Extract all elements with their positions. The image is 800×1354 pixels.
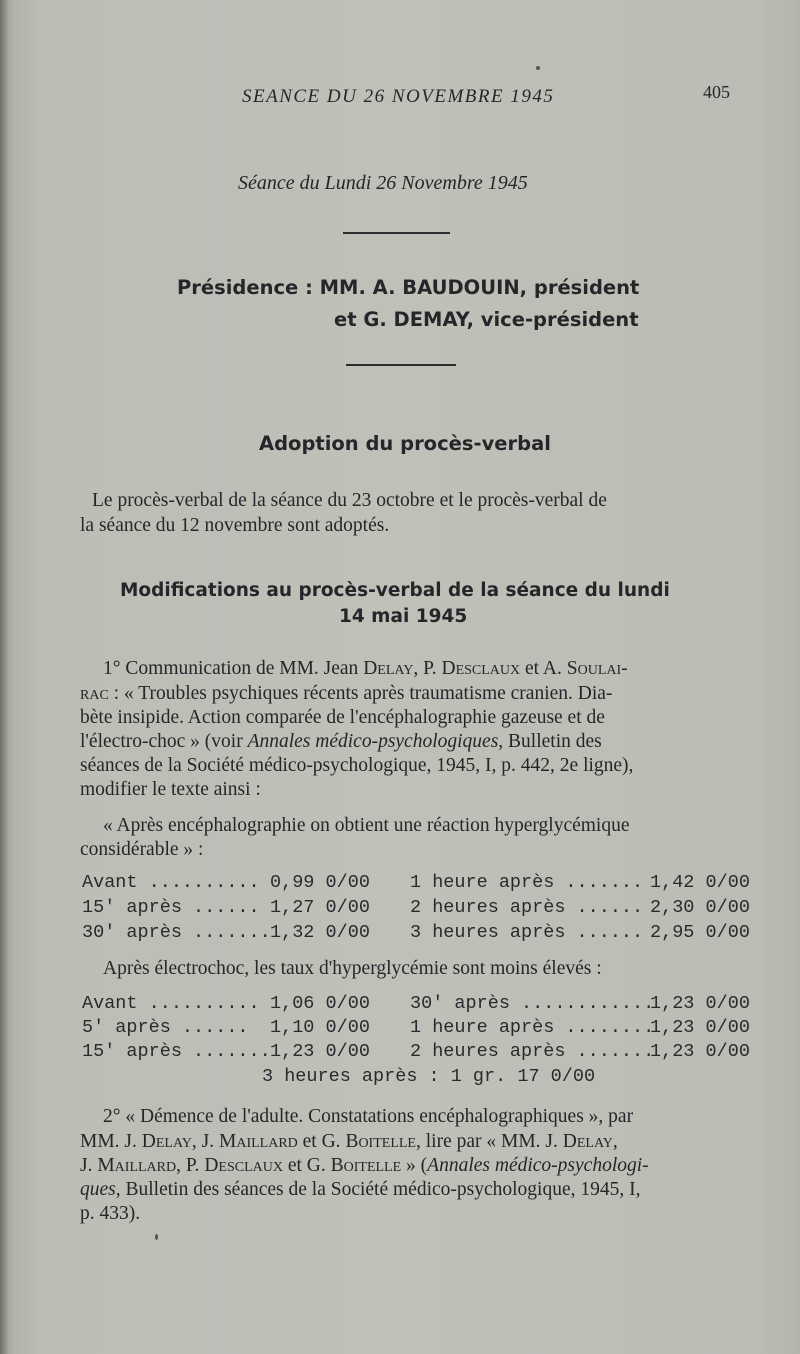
session-title: Séance du Lundi 26 Novembre 1945 bbox=[238, 172, 528, 194]
item1-line-1 bbox=[103, 658, 628, 680]
author-name: Maillard bbox=[97, 1155, 177, 1176]
text: , bbox=[612, 1131, 618, 1152]
presidence-line-2: et G. DEMAY, vice-président bbox=[334, 308, 639, 331]
table-cell: 1,06 0/00 bbox=[270, 993, 370, 1014]
table-cell: 15' après ...... bbox=[82, 897, 260, 918]
table-cell: 1,23 0/00 bbox=[650, 1041, 750, 1062]
text: , lire par « MM. J. bbox=[415, 1131, 563, 1152]
text: et A. bbox=[520, 658, 567, 679]
text: , P. bbox=[413, 658, 442, 679]
section-heading-adoption: Adoption du procès-verbal bbox=[259, 432, 551, 455]
author-name: Boitelle bbox=[345, 1131, 416, 1152]
section-heading-modifications-date: 14 mai 1945 bbox=[339, 606, 468, 627]
table-cell: 1,23 0/00 bbox=[650, 993, 750, 1014]
item1-line-6: modifier le texte ainsi : bbox=[80, 779, 261, 800]
presidence-line-1: Présidence : MM. A. BAUDOUIN, président bbox=[177, 276, 640, 299]
table-cell: 1,23 0/00 bbox=[650, 1017, 750, 1038]
table-cell: Avant .......... bbox=[82, 993, 260, 1014]
table-cell: 5' après ...... bbox=[82, 1017, 249, 1038]
author-name: Desclaux bbox=[441, 658, 521, 679]
running-head: SEANCE DU 26 NOVEMBRE 1945 bbox=[242, 86, 555, 107]
journal-title: Annales médico-psychologi- bbox=[427, 1155, 649, 1176]
journal-title: Annales médico-psychologiques, bbox=[247, 731, 504, 752]
table-cell: 1,42 0/00 bbox=[650, 872, 750, 893]
author-name: Maillard bbox=[219, 1131, 298, 1152]
item1-quote-line-2: considérable » : bbox=[80, 839, 204, 860]
text: l'électro-choc » (voir bbox=[80, 731, 248, 752]
text: et G. bbox=[282, 1155, 331, 1176]
author-name: Delay bbox=[363, 658, 414, 679]
table-cell: Avant .......... bbox=[82, 872, 260, 893]
table-last-row: 3 heures après : 1 gr. 17 0/00 bbox=[262, 1066, 596, 1087]
item1-line-4 bbox=[80, 731, 602, 753]
item2-line-1: 2° « Démence de l'adulte. Constatations encéphalographiques », par bbox=[103, 1106, 634, 1127]
table-cell: 2 heures après ...... bbox=[410, 897, 644, 918]
table-cell: 2,30 0/00 bbox=[650, 897, 750, 918]
paper-speck bbox=[155, 1234, 158, 1240]
text: , P. bbox=[176, 1155, 205, 1176]
author-name: Boitelle bbox=[330, 1155, 402, 1176]
table-cell: 2,95 0/00 bbox=[650, 922, 750, 943]
author-name: rac bbox=[80, 683, 109, 704]
item2-line-4 bbox=[80, 1179, 641, 1201]
book-spine-shadow bbox=[0, 0, 8, 1354]
table-cell: 30' après ............ bbox=[410, 993, 655, 1014]
item2-line-5: p. 433). bbox=[80, 1203, 141, 1224]
author-name: Desclaux bbox=[204, 1155, 283, 1176]
item1-line-5: séances de la Société médico-psychologique, 1945, I, p. 442, 2e ligne), bbox=[80, 755, 634, 776]
journal-title: ques, bbox=[80, 1179, 121, 1200]
item2-line-3 bbox=[80, 1155, 649, 1177]
table-cell: 1,10 0/00 bbox=[270, 1017, 370, 1038]
paper-speck bbox=[536, 66, 540, 70]
section-heading-modifications: Modifications au procès-verbal de la séance du lundi bbox=[120, 580, 670, 601]
item2-line-2 bbox=[80, 1131, 618, 1153]
divider-rule bbox=[343, 232, 450, 234]
adoption-line-1: Le procès-verbal de la séance du 23 octobre et le procès-verbal de bbox=[92, 490, 607, 511]
adoption-line-2: la séance du 12 novembre sont adoptés. bbox=[80, 515, 390, 536]
table-cell: 0,99 0/00 bbox=[270, 872, 370, 893]
text: , J. bbox=[191, 1131, 219, 1152]
table-cell: 1,32 0/00 bbox=[270, 922, 370, 943]
text: J. bbox=[80, 1155, 98, 1176]
author-name: Delay bbox=[562, 1131, 613, 1152]
text: : « Troubles psychiques récents après traumatisme cranien. Dia- bbox=[108, 683, 613, 704]
text: et G. bbox=[297, 1131, 346, 1152]
table-cell: 15' après ....... bbox=[82, 1041, 271, 1062]
item1-quote-line-1: « Après encéphalographie on obtient une réaction hyperglycémique bbox=[103, 815, 630, 836]
table-cell: 1 heure après ........ bbox=[410, 1017, 655, 1038]
table-cell: 1 heure après ....... bbox=[410, 872, 644, 893]
item1-line-2 bbox=[80, 683, 612, 705]
table-cell: 30' après ....... bbox=[82, 922, 271, 943]
divider-rule bbox=[346, 364, 456, 366]
text: Bulletin des séances de la Société médico-psychologique, 1945, I, bbox=[120, 1179, 641, 1200]
author-name: Soulai- bbox=[566, 658, 628, 679]
table-cell: 1,23 0/00 bbox=[270, 1041, 370, 1062]
text: » ( bbox=[401, 1155, 428, 1176]
page-number: 405 bbox=[703, 82, 730, 102]
table-cell: 3 heures après ...... bbox=[410, 922, 644, 943]
text: Bulletin des bbox=[503, 731, 602, 752]
item1-line-3: bète insipide. Action comparée de l'encéphalographie gazeuse et de bbox=[80, 707, 605, 728]
after-electrochoc-line: Après électrochoc, les taux d'hyperglycémie sont moins élevés : bbox=[103, 958, 602, 979]
table-cell: 2 heures après ....... bbox=[410, 1041, 655, 1062]
text: 1° Communication de MM. Jean bbox=[103, 658, 364, 679]
text: MM. J. bbox=[80, 1131, 142, 1152]
author-name: Delay bbox=[141, 1131, 192, 1152]
table-cell: 1,27 0/00 bbox=[270, 897, 370, 918]
